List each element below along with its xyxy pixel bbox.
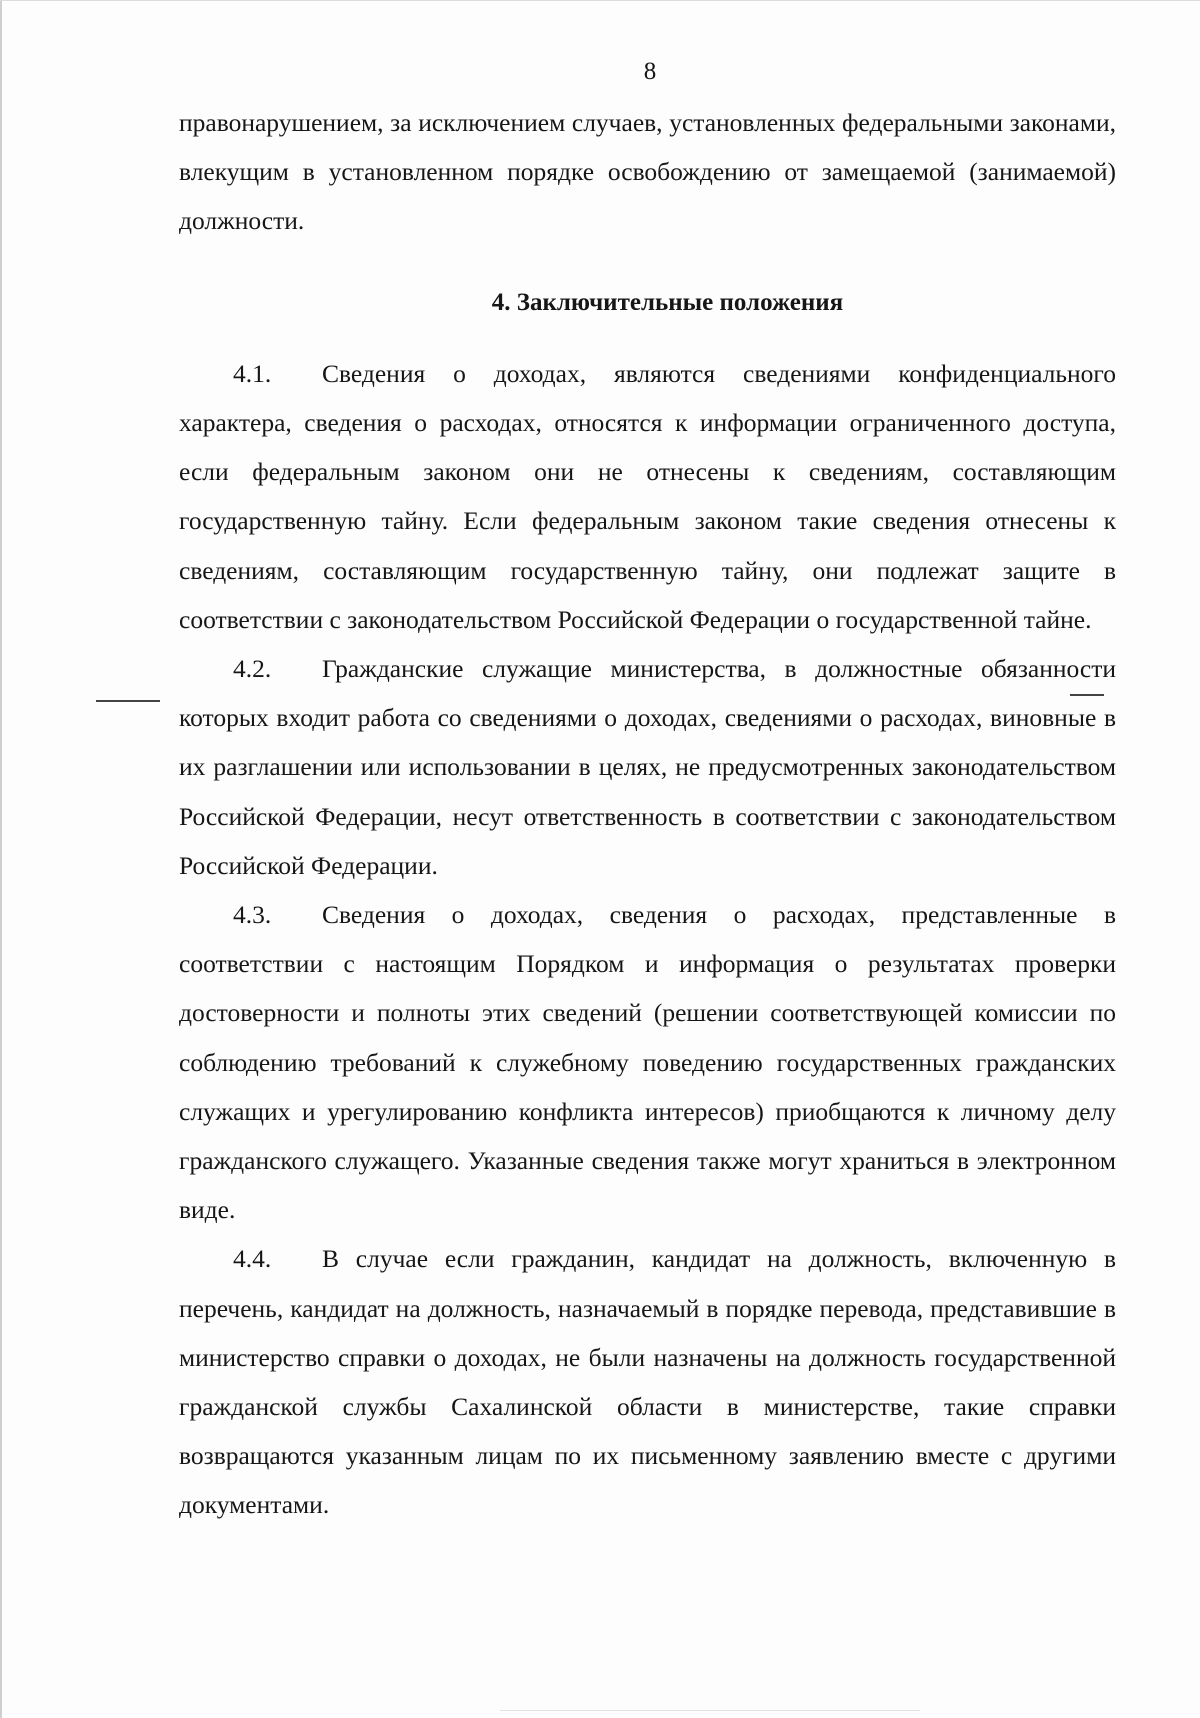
intro-paragraph: правонарушением, за исключением случаев, установленных федеральными законами, влекущим в установленном порядке освобождению от замещаемой (занимаемой) должности. xyxy=(179,108,1116,236)
clause-text: Сведения о доходах, сведения о расходах, представленные в соответствии с настоящим Порядком и информация о результатах проверки достоверности и полноты этих сведений (решении соответствующей комиссии по соблюдению требований к служебному поведению государственных гражданских служащих и урегулированию конфликта интересов) приобщаются к личному делу гражданского служащего. Указанные сведения также могут храниться в электронном виде. xyxy=(179,900,1116,1225)
clause-number: 4.1. xyxy=(233,358,272,388)
clause-text: Гражданские служащие министерства, в должностные обязанности которых входит работа со сведениями о доходах, сведениями о расходах, виновные в их разглашении или использовании в целях, не предусмотренных законодательством Российской Федерации, несут ответственность в соответствии с законодательством Российской Федерации. xyxy=(179,654,1116,880)
clause-text: В случае если гражданин, кандидат на должность, включенную в перечень, кандидат на должность, назначаемый в порядке перевода, представившие в министерство справки о доходах, не были назначены на должность государственной гражданской службы Сахалинской области в министерстве, такие справки возвращаются указанным лицам по их письменному заявлению вместе с другими документами. xyxy=(179,1244,1116,1520)
section-title: 4. Заключительные положения xyxy=(491,288,844,316)
clause-4-3 xyxy=(179,890,1116,1234)
scan-edge-left xyxy=(0,0,2,1718)
scan-edge-top xyxy=(0,0,1200,1)
clause-4-4 xyxy=(179,1234,1116,1529)
clause-text: Сведения о доходах, являются сведениями конфиденциального характера, сведения о расходах, относятся к информации ограниченного доступа, если федеральным законом они не отнесены к сведениям, составляющим государственную тайну. Если федеральным законом такие сведения отнесены к сведениям, составляющим государственную тайну, они подлежат защите в соответствии с законодательством Российской Федерации о государственной тайне. xyxy=(179,358,1116,634)
clause-4-2 xyxy=(179,644,1116,890)
clause-number: 4.3. xyxy=(233,900,272,930)
clause-number: 4.2. xyxy=(233,654,272,684)
clause-number: 4.4. xyxy=(233,1244,272,1274)
document-body xyxy=(179,98,1116,1530)
scan-artifact-left xyxy=(96,700,160,702)
clause-4-1 xyxy=(179,349,1116,644)
scan-edge-bottom xyxy=(500,1710,920,1711)
page-number: 8 xyxy=(643,58,657,85)
